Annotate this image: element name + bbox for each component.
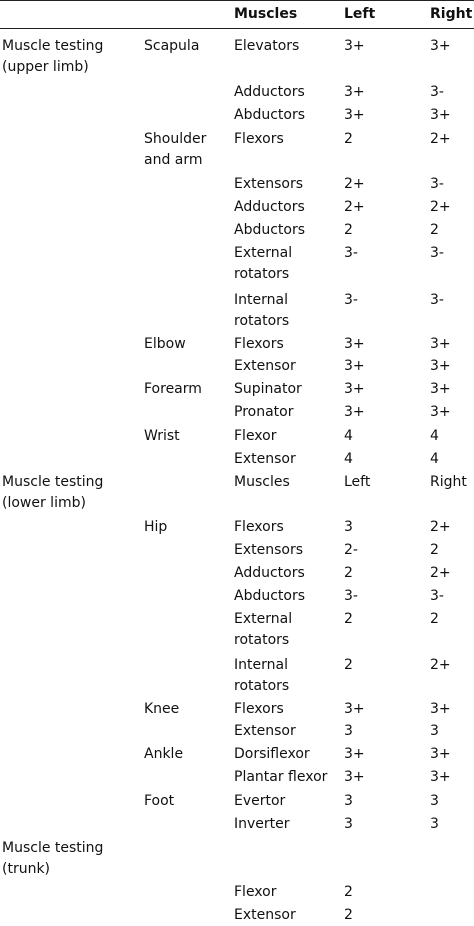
cell-region: Knee bbox=[144, 701, 180, 717]
cell-left: 2+ bbox=[344, 199, 365, 215]
cell-muscle: Flexor bbox=[234, 884, 277, 900]
cell-group: Muscle testing (lower limb) bbox=[2, 474, 104, 511]
cell-left: 2- bbox=[344, 542, 358, 558]
cell-right: 2+ bbox=[430, 657, 451, 673]
cell-muscle: Abductors bbox=[234, 588, 306, 604]
cell-muscle: Extensor bbox=[234, 723, 296, 739]
cell-right: 4 bbox=[430, 428, 439, 444]
cell-muscle: Extensors bbox=[234, 542, 304, 558]
cell-right: 3- bbox=[430, 292, 444, 308]
cell-muscle: Dorsiflexor bbox=[234, 746, 310, 762]
cell-muscle: Adductors bbox=[234, 565, 305, 581]
cell-muscle: Extensor bbox=[234, 358, 296, 374]
cell-muscle: Pronator bbox=[234, 404, 294, 420]
cell-left: 3- bbox=[344, 292, 358, 308]
cell-muscle: Flexors bbox=[234, 519, 284, 535]
cell-left: 3- bbox=[344, 245, 358, 261]
cell-muscle: External rotators bbox=[234, 611, 293, 648]
cell-muscle: Internal rotators bbox=[234, 292, 290, 329]
cell-right: 2+ bbox=[430, 131, 451, 147]
cell-right: 4 bbox=[430, 451, 439, 467]
cell-left: 3+ bbox=[344, 404, 365, 420]
cell-right: 3- bbox=[430, 84, 444, 100]
cell-muscle: Plantar flexor bbox=[234, 769, 328, 785]
cell-left: 3+ bbox=[344, 746, 365, 762]
cell-right: Right bbox=[430, 474, 467, 490]
cell-left: 3+ bbox=[344, 701, 365, 717]
cell-muscle: Evertor bbox=[234, 793, 286, 809]
cell-right: 3 bbox=[430, 793, 439, 809]
cell-left: 3+ bbox=[344, 769, 365, 785]
cell-left: 3+ bbox=[344, 38, 365, 54]
cell-muscle: Flexors bbox=[234, 131, 284, 147]
cell-left: 3 bbox=[344, 723, 353, 739]
cell-right: 2 bbox=[430, 222, 439, 238]
cell-right: 3 bbox=[430, 723, 439, 739]
cell-right: 3+ bbox=[430, 38, 451, 54]
top-rule bbox=[0, 0, 474, 1]
cell-right: 2+ bbox=[430, 519, 451, 535]
cell-left: 2 bbox=[344, 222, 353, 238]
cell-left: 3 bbox=[344, 793, 353, 809]
cell-region: Elbow bbox=[144, 336, 186, 352]
cell-right: 3- bbox=[430, 245, 444, 261]
cell-left: 2 bbox=[344, 611, 353, 627]
cell-left: 2+ bbox=[344, 176, 365, 192]
cell-right: 3 bbox=[430, 816, 439, 832]
cell-left: 3+ bbox=[344, 358, 365, 374]
cell-left: Left bbox=[344, 474, 371, 490]
cell-muscle: Abductors bbox=[234, 107, 306, 123]
cell-right: 3+ bbox=[430, 701, 451, 717]
cell-left: 2 bbox=[344, 884, 353, 900]
cell-muscle: Flexor bbox=[234, 428, 277, 444]
cell-left: 3+ bbox=[344, 336, 365, 352]
cell-muscle: Extensor bbox=[234, 907, 296, 923]
header-rule bbox=[0, 28, 474, 29]
cell-muscle: Adductors bbox=[234, 84, 305, 100]
cell-left: 3+ bbox=[344, 381, 365, 397]
cell-right: 3+ bbox=[430, 336, 451, 352]
cell-muscle: Supinator bbox=[234, 381, 302, 397]
cell-muscle: Extensors bbox=[234, 176, 304, 192]
cell-left: 3+ bbox=[344, 107, 365, 123]
cell-muscle: External rotators bbox=[234, 245, 293, 282]
cell-left: 4 bbox=[344, 428, 353, 444]
cell-right: 3+ bbox=[430, 769, 451, 785]
cell-muscle: Extensor bbox=[234, 451, 296, 467]
cell-muscle: Abductors bbox=[234, 222, 306, 238]
cell-muscle: Muscles bbox=[234, 474, 290, 490]
cell-left: 3- bbox=[344, 588, 358, 604]
cell-muscle: Elevators bbox=[234, 38, 300, 54]
cell-left: 3+ bbox=[344, 84, 365, 100]
cell-right: 3- bbox=[430, 588, 444, 604]
cell-left: 4 bbox=[344, 451, 353, 467]
cell-left: 3 bbox=[344, 816, 353, 832]
cell-right: 2 bbox=[430, 611, 439, 627]
cell-muscle: Adductors bbox=[234, 199, 305, 215]
cell-right: 3+ bbox=[430, 404, 451, 420]
cell-muscle: Flexors bbox=[234, 336, 284, 352]
cell-left: 2 bbox=[344, 657, 353, 673]
cell-left: 2 bbox=[344, 907, 353, 923]
cell-muscle: Flexors bbox=[234, 701, 284, 717]
cell-right: 3+ bbox=[430, 107, 451, 123]
cell-right: 3+ bbox=[430, 358, 451, 374]
cell-muscle: Inverter bbox=[234, 816, 290, 832]
cell-region: Wrist bbox=[144, 428, 180, 444]
cell-group: Muscle testing (trunk) bbox=[2, 840, 104, 877]
cell-region: Scapula bbox=[144, 38, 200, 54]
cell-left: 2 bbox=[344, 131, 353, 147]
cell-right: 3- bbox=[430, 176, 444, 192]
cell-region: Hip bbox=[144, 519, 168, 535]
header-right: Right bbox=[430, 6, 473, 22]
cell-right: 3+ bbox=[430, 746, 451, 762]
cell-region: Ankle bbox=[144, 746, 184, 762]
header-muscles: Muscles bbox=[234, 6, 298, 22]
cell-right: 2+ bbox=[430, 565, 451, 581]
cell-left: 3 bbox=[344, 519, 353, 535]
cell-right: 3+ bbox=[430, 381, 451, 397]
cell-group: Muscle testing (upper limb) bbox=[2, 38, 104, 75]
cell-right: 2+ bbox=[430, 199, 451, 215]
cell-region: Shoulder and arm bbox=[144, 131, 207, 168]
cell-muscle: Internal rotators bbox=[234, 657, 290, 694]
cell-left: 2 bbox=[344, 565, 353, 581]
cell-right: 2 bbox=[430, 542, 439, 558]
cell-region: Foot bbox=[144, 793, 175, 809]
header-left: Left bbox=[344, 6, 376, 22]
cell-region: Forearm bbox=[144, 381, 202, 397]
